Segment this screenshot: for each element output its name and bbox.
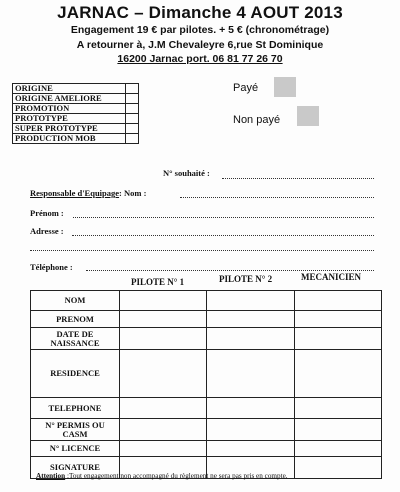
category-label: PRODUCTION MOB xyxy=(13,134,126,144)
category-row xyxy=(13,114,217,124)
row-label: SIGNATURE xyxy=(31,457,120,479)
address-label: Adresse : xyxy=(30,226,64,236)
mechanic-cell[interactable] xyxy=(294,350,381,398)
category-table xyxy=(12,83,217,144)
category-row xyxy=(13,84,217,94)
page-title: JARNAC – Dimanche 4 AOUT 2013 xyxy=(57,3,343,22)
category-label: SUPER PROTOTYPE xyxy=(13,124,126,134)
return-address-line: A retourner à, J.M Chevaleyre 6,rue St Dominique xyxy=(76,39,324,51)
category-checkbox[interactable] xyxy=(126,84,139,94)
pilot1-header: PILOTE N° 1 xyxy=(131,277,185,287)
category-row xyxy=(13,124,217,134)
attention-text: :Tout engagement non accompagné du règlement ne sera pas pris en compte. xyxy=(65,472,288,480)
desired-number-input[interactable] xyxy=(222,178,374,179)
category-label: ORIGINE AMELIORE xyxy=(13,94,126,104)
paid-label: Payé xyxy=(233,82,259,94)
address-input-line2[interactable] xyxy=(30,250,374,251)
category-row xyxy=(13,104,217,114)
crew-manager-name-label: : Nom : xyxy=(119,188,147,198)
pilot2-cell[interactable] xyxy=(207,311,294,328)
postal-phone-line: 16200 Jarnac port. 06 81 77 26 70 xyxy=(117,53,283,65)
table-row xyxy=(31,441,382,457)
row-label: RESIDENCE xyxy=(31,350,120,398)
crew-details-table xyxy=(30,290,382,479)
pilot2-header: PILOTE N° 2 xyxy=(219,274,273,284)
mechanic-cell[interactable] xyxy=(294,457,381,479)
pilot1-cell[interactable] xyxy=(120,350,207,398)
row-label: N° PERMIS OU CASM xyxy=(31,419,120,441)
pilot2-cell[interactable] xyxy=(207,291,294,311)
row-label: NOM xyxy=(31,291,120,311)
category-checkbox[interactable] xyxy=(126,104,139,114)
mechanic-cell[interactable] xyxy=(294,311,381,328)
pilot2-cell[interactable] xyxy=(207,419,294,441)
mechanic-cell[interactable] xyxy=(294,419,381,441)
firstname-input[interactable] xyxy=(73,217,374,218)
mechanic-cell[interactable] xyxy=(294,328,381,350)
category-label: ORIGINE xyxy=(13,84,126,94)
category-row xyxy=(13,94,217,104)
pilot2-cell[interactable] xyxy=(207,441,294,457)
category-checkbox[interactable] xyxy=(126,134,139,144)
category-checkbox[interactable] xyxy=(126,114,139,124)
unpaid-checkbox[interactable] xyxy=(297,106,319,126)
table-row xyxy=(31,311,382,328)
pilot2-cell[interactable] xyxy=(207,328,294,350)
pilot1-cell[interactable] xyxy=(120,328,207,350)
telephone-label: Téléphone : xyxy=(30,262,73,272)
table-row xyxy=(31,419,382,441)
pilot1-cell[interactable] xyxy=(120,398,207,419)
table-row xyxy=(31,291,382,311)
firstname-label: Prénom : xyxy=(30,208,64,218)
telephone-input[interactable] xyxy=(86,270,374,271)
category-checkbox[interactable] xyxy=(126,124,139,134)
mechanic-cell[interactable] xyxy=(294,441,381,457)
fee-line: Engagement 19 € par pilotes. + 5 € (chronométrage) xyxy=(70,24,330,36)
mechanic-cell[interactable] xyxy=(294,398,381,419)
address-input[interactable] xyxy=(72,235,374,236)
attention-note xyxy=(36,472,288,480)
category-label: PROTOTYPE xyxy=(13,114,126,124)
pilot1-cell[interactable] xyxy=(120,311,207,328)
table-row xyxy=(31,350,382,398)
pilot1-cell[interactable] xyxy=(120,441,207,457)
desired-number-label: N° souhaité : xyxy=(163,168,210,178)
mechanic-cell[interactable] xyxy=(294,291,381,311)
pilot1-cell[interactable] xyxy=(120,291,207,311)
attention-label: Attention xyxy=(36,472,66,480)
row-label: DATE DE NAISSANCE xyxy=(31,328,120,350)
mechanic-header: MECANICIEN xyxy=(301,272,362,282)
unpaid-label: Non payé xyxy=(233,114,281,126)
table-row xyxy=(31,328,382,350)
row-label: N° LICENCE xyxy=(31,441,120,457)
category-checkbox[interactable] xyxy=(126,94,139,104)
row-label: TELEPHONE xyxy=(31,398,120,419)
category-row xyxy=(13,134,217,144)
crew-manager-name-input[interactable] xyxy=(180,197,374,198)
pilot2-cell[interactable] xyxy=(207,350,294,398)
category-label: PROMOTION xyxy=(13,104,126,114)
pilot2-cell[interactable] xyxy=(207,398,294,419)
crew-manager-label: Responsable d'Equipage xyxy=(30,188,120,198)
paid-checkbox[interactable] xyxy=(274,77,296,97)
table-row xyxy=(31,398,382,419)
pilot1-cell[interactable] xyxy=(120,419,207,441)
row-label: PRENOM xyxy=(31,311,120,328)
